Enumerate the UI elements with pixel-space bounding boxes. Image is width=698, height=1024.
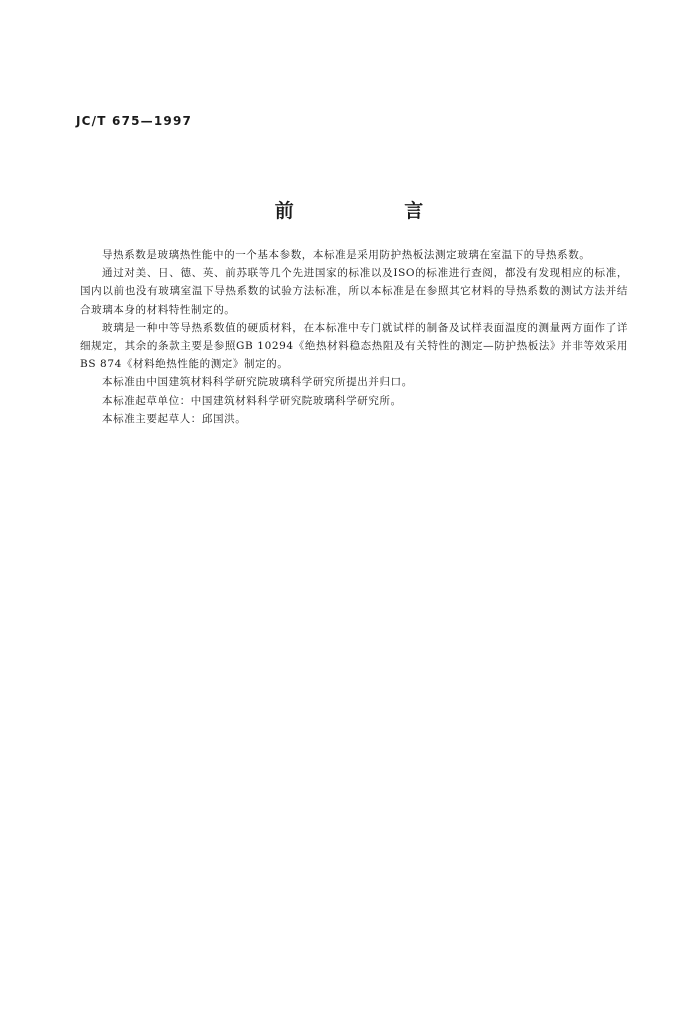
paragraph-1: 导热系数是玻璃热性能中的一个基本参数，本标准是采用防护热板法测定玻璃在室温下的导热系数。: [102, 249, 591, 261]
paragraph-2: 通过对美、日、德、英、前苏联等几个先进国家的标准以及ISO的标准进行查阅，都没有发现相应的标准，国内以前也没有玻璃室温下导热系数的试验方法标准，所以本标准是在参照其它材料的导热系数的测试方法并结合玻璃本身的材料特性制定的。: [80, 267, 628, 316]
foreword-body: [80, 246, 628, 428]
paragraph-3: 玻璃是一种中等导热系数值的硬质材料，在本标准中专门就试样的制备及试样表面温度的测量两方面作了详细规定，其余的条款主要是参照GB 10294《绝热材料稳态热阻及有关特性的测定—防护热板法》并非等效采用BS 874《材料绝热性能的测定》制定的。: [80, 321, 628, 371]
page-title: 前 言: [274, 200, 476, 222]
standard-code: JC/T 675—1997: [76, 114, 193, 128]
paragraph-6: 本标准主要起草人：邱国洪。: [102, 412, 247, 425]
paragraph-5: 本标准起草单位：中国建筑材料科学研究院玻璃科学研究所。: [102, 394, 402, 407]
paragraph-4: 本标准由中国建筑材料科学研究院玻璃科学研究所提出并归口。: [102, 376, 413, 389]
